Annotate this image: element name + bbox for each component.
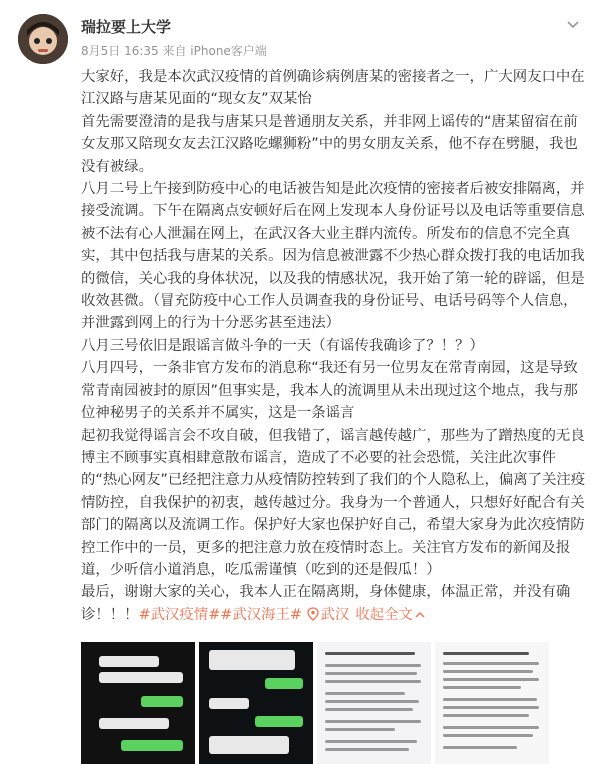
chat-bubble [209,736,289,754]
text-line [443,714,529,717]
text-line [443,652,529,655]
text-line [325,664,421,667]
author-name[interactable]: 瑞拉要上大学 [81,18,172,36]
caret-up-icon [415,611,425,618]
image-thumbnail[interactable] [81,642,195,764]
paragraph: 起初我觉得谣言会不攻自破，但我错了，谣言越传越广，那些为了蹭热度的无良博主不顾事实真相肆意散布谣言，造成了不必要的社会恐慌，关注此次事件的“热心网友”已经把注意力从疫情防控转到了我们的个人隐私上，偏离了关注疫情防控，自我保护的初衷，越传越过分。我身为一个普通人，只想好好配合有关部门的隔离以及流调工作。保护好大家也保护好自己，希望大家身为此次疫情防控工作中的一员，更多的把注意力放在疫情时态上。关注官方发布的新闻及报道，少听信小道消息，吃瓜需谨慎（吃到的还是假瓜！） [81,427,586,578]
text-line [443,670,533,673]
text-line [325,740,417,743]
paragraph-final-text: 最后，谢谢大家的关心，我本人正在隔离期，身体健康，体温正常，并没有确诊！！！ [81,584,571,623]
post-content [81,66,591,626]
chat-bubble [99,656,159,667]
chat-bubble [255,716,303,727]
collapse-button[interactable] [355,607,425,623]
text-line [325,728,395,731]
location-pin-icon [307,607,319,621]
text-line [325,652,415,655]
chat-bubble [209,698,249,709]
text-line [443,706,539,709]
text-line [325,692,405,695]
text-line [325,700,419,703]
image-thumbnail[interactable] [199,642,313,764]
text-line [325,708,413,711]
text-line [443,678,539,681]
text-line [443,662,539,665]
hashtag-link[interactable]: #武汉海王# [220,606,302,623]
location-label: 武汉 [320,606,350,623]
text-line [443,734,533,737]
paragraph: 八月二号上午接到防疫中心的电话被告知是此次疫情的密接者后被安排隔离，并接受流调。下午在隔离点安顿好后在网上发现本人身份证号以及电话等重要信息被不法有心人泄漏在网上，在武汉各大业主群内流传。所发布的信息不完全真实，其中包括我与唐某的关系。因为信息被泄露不少热心群众拨打我的电话加我的微信，关心我的身体状况，以及我的情感状况，我开始了第一轮的辟谣，但是收效甚微。（冒充防疫中心工作人员调查我的身份证号、电话号码等个人信息，并泄露到网上的行为十分恶劣甚至违法） [81,181,585,332]
chevron-down-icon[interactable] [566,18,580,32]
chat-bubble [265,678,303,689]
text-line [325,748,409,751]
chat-bubble [121,740,183,751]
collapse-label: 收起全文 [355,606,413,623]
avatar[interactable] [18,14,68,64]
text-line [325,680,421,683]
chat-bubble [99,672,183,683]
paragraph-final [81,581,591,626]
location-link[interactable] [307,607,350,623]
paragraph: 八月四号，一条非官方发布的消息称“我还有另一位男友在常青南园，这是导致常青南园被封的原因”但事实是，我本人的流调里从未出现过这个地点，我与那位神秘男子的关系并不属实，这是一条谣言 [81,360,578,422]
paragraph: 首先需要澄清的是我与唐某只是普通朋友关系，并非网上谣传的“唐某留宿在前女友那又陪现女友去江汉路吃螺狮粉”中的男女朋友关系，他不存在劈腿，我也没有被绿。 [81,113,578,175]
chat-bubble [141,696,183,707]
text-line [443,746,517,749]
chat-bubble [209,650,295,670]
text-line [325,672,417,675]
hashtag-link[interactable]: #武汉疫情# [138,606,221,623]
text-line [443,726,539,729]
text-line [443,686,521,689]
chat-bubble [99,718,169,729]
paragraph: 八月三号依旧是跟谣言做斗争的一天（有谣传我确诊了？！？） [81,337,484,354]
avatar-image [18,14,68,64]
text-line [325,720,421,723]
post-meta: 8月5日 16:35 来自 iPhone客户端 [81,44,267,58]
image-thumbnail[interactable] [435,642,549,764]
image-gallery [81,642,600,764]
image-thumbnail[interactable] [317,642,431,764]
paragraph: 大家好，我是本次武汉疫情的首例确诊病例唐某的密接者之一，广大网友口中在江汉路与唐某见面的“现女友”双某怡 [81,69,585,108]
text-line [443,698,537,701]
